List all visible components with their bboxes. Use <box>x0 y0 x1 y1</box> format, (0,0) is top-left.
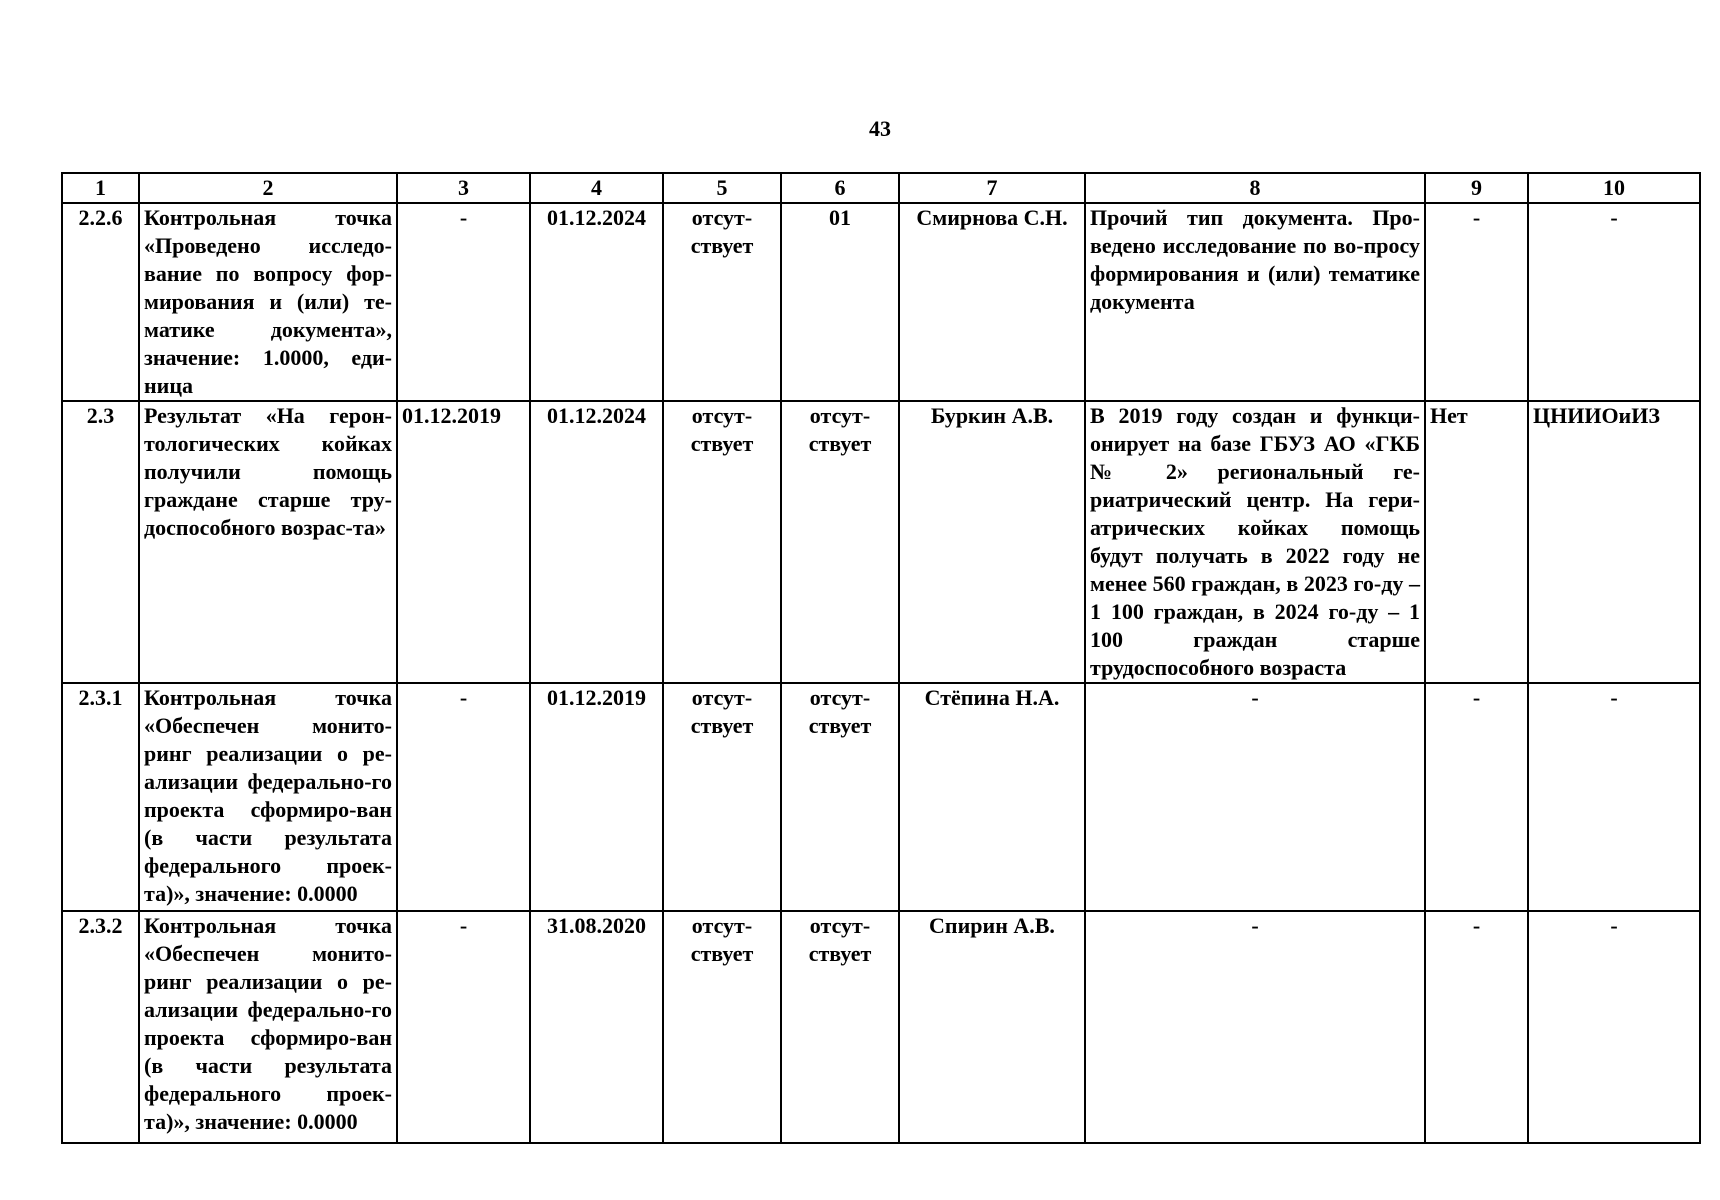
header-row <box>62 173 1700 203</box>
row-col5: отсут- ствует <box>690 403 754 456</box>
row-number: 2.3.1 <box>62 683 139 911</box>
row-number: 2.3 <box>62 401 139 683</box>
row-col6: отсут- ствует <box>808 403 872 456</box>
row-col5: отсут- ствует <box>690 205 754 258</box>
table-row <box>62 203 1700 401</box>
row-col10: - <box>1528 911 1700 1143</box>
row-name: Контрольная точка «Обеспечен монито-ринг реализации о ре-ализации федерально-го проекта сформиро-ван (в части результата федерального проек-та)», значение: 0.0000 <box>139 683 397 911</box>
header-col-6: 6 <box>781 173 899 203</box>
row-col6: отсут- ствует <box>808 913 872 966</box>
row-start-date: - <box>397 911 530 1143</box>
row-end-date: 01.12.2019 <box>530 683 663 911</box>
row-description: - <box>1085 911 1425 1143</box>
row-name: Контрольная точка «Проведено исследо-вание по вопросу фор-мирования и (или) те-матике документа», значение: 1.0000, еди-ница <box>139 203 397 401</box>
header-col-7: 7 <box>899 173 1085 203</box>
row-responsible: Буркин А.В. <box>899 401 1085 683</box>
row-number: 2.3.2 <box>62 911 139 1143</box>
row-end-date: 01.12.2024 <box>530 401 663 683</box>
row-col5: отсут- ствует <box>690 913 754 966</box>
row-col9: - <box>1425 203 1528 401</box>
row-col9: - <box>1425 683 1528 911</box>
row-col9: - <box>1425 911 1528 1143</box>
row-col5: отсут- ствует <box>690 685 754 738</box>
row-description: Прочий тип документа. Про-ведено исследование по во-просу формирования и (или) тематике документа <box>1085 203 1425 401</box>
table-row <box>62 401 1700 683</box>
row-number: 2.2.6 <box>62 203 139 401</box>
row-start-date: 01.12.2019 <box>397 401 530 683</box>
row-responsible: Спирин А.В. <box>899 911 1085 1143</box>
row-col10: ЦНИИОиИЗ <box>1528 401 1700 683</box>
row-name: Контрольная точка «Обеспечен монито-ринг реализации о ре-ализации федерально-го проекта сформиро-ван (в части результата федерального проек-та)», значение: 0.0000 <box>139 911 397 1143</box>
row-description: - <box>1085 683 1425 911</box>
row-responsible: Стёпина Н.А. <box>899 683 1085 911</box>
header-col-3: 3 <box>397 173 530 203</box>
row-start-date: - <box>397 203 530 401</box>
row-col9: Нет <box>1425 401 1528 683</box>
header-col-4: 4 <box>530 173 663 203</box>
row-col6: 01 <box>829 205 851 230</box>
header-col-2: 2 <box>139 173 397 203</box>
row-start-date: - <box>397 683 530 911</box>
header-col-5: 5 <box>663 173 781 203</box>
row-responsible: Смирнова С.Н. <box>899 203 1085 401</box>
header-col-9: 9 <box>1425 173 1528 203</box>
row-end-date: 01.12.2024 <box>530 203 663 401</box>
page-number: 43 <box>869 116 891 141</box>
table-row <box>62 911 1700 1143</box>
table-row <box>62 683 1700 911</box>
control-points-table <box>61 172 1701 1144</box>
row-description: В 2019 году создан и функци-онирует на базе ГБУЗ АО «ГКБ № 2» региональный ге-риатрический центр. На гери-атрических койках помощь будут получать в 2022 году не менее 560 граждан, в 2023 го-ду – 1 100 граждан, в 2024 го-ду – 1 100 граждан старше трудоспособного возраста <box>1085 401 1425 683</box>
row-name: Результат «На герон-тологических койках получили помощь граждане старше тру-доспособного возрас-та» <box>139 401 397 683</box>
row-col10: - <box>1528 683 1700 911</box>
row-col6: отсут- ствует <box>808 685 872 738</box>
row-end-date: 31.08.2020 <box>530 911 663 1143</box>
header-col-10: 10 <box>1528 173 1700 203</box>
row-col10: - <box>1528 203 1700 401</box>
header-col-8: 8 <box>1085 173 1425 203</box>
header-col-1: 1 <box>62 173 139 203</box>
